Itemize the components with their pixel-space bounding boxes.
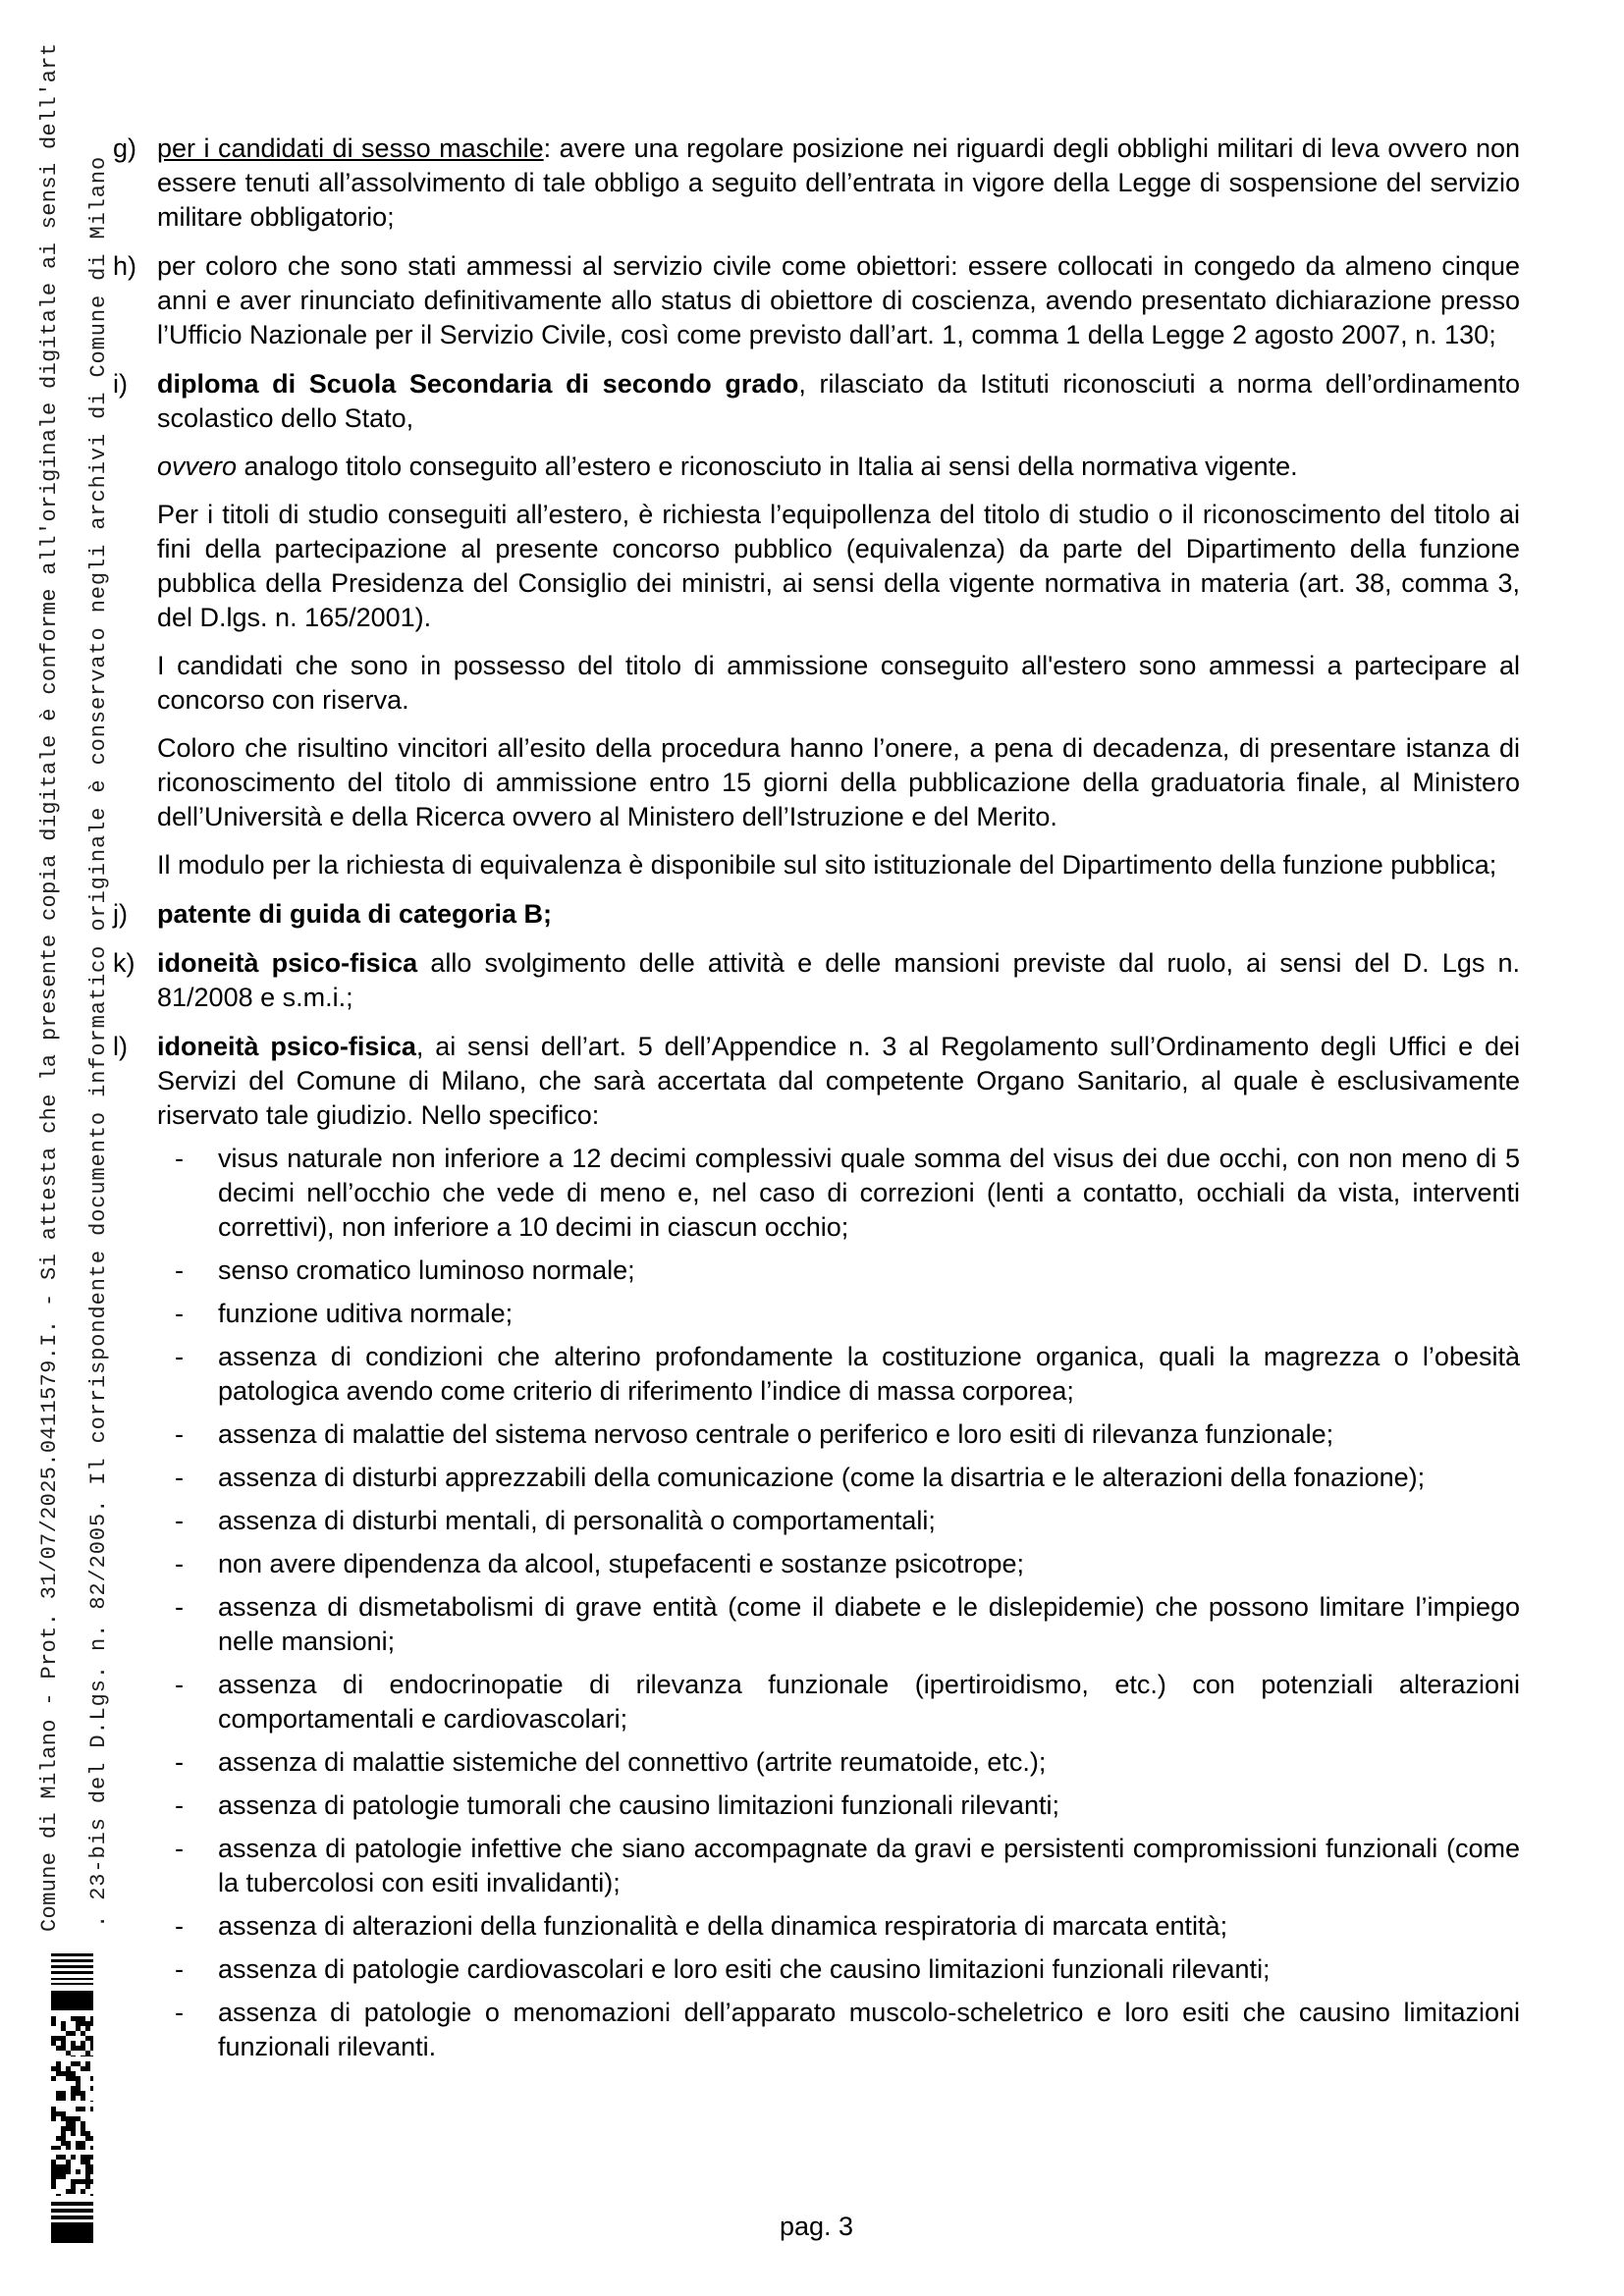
paragraph — [218, 1504, 1520, 1538]
dash-item-16 — [175, 1996, 1520, 2064]
item-text — [218, 1340, 1520, 1409]
item-text — [218, 1142, 1520, 1245]
barcode-stripe — [51, 1965, 93, 1968]
item-marker: - — [175, 1747, 184, 1777]
paragraph — [218, 1996, 1520, 2064]
item-marker: - — [175, 1790, 184, 1820]
dash-item-2 — [175, 1254, 1520, 1288]
text-segment: , rilasciato da Istituti riconosciuti a norma dell’ordinamento scolastico dello Stato, — [157, 369, 1520, 433]
item-text — [157, 897, 1520, 932]
item-marker: k) — [113, 948, 135, 978]
text-segment: assenza di patologie infettive che siano accompagnate da gravi e persistenti compromissioni funzionali (come la tubercolosi con esiti invalidanti); — [218, 1834, 1520, 1897]
barcode-block — [51, 1991, 93, 2010]
text-segment: assenza di malattie sistemiche del connettivo (artrite reumatoide, etc.); — [218, 1747, 1047, 1777]
text-segment: assenza di disturbi mentali, di personalità o comportamentali; — [218, 1506, 936, 1535]
barcode-stripe — [51, 1983, 93, 1985]
dash-item-6 — [175, 1461, 1520, 1495]
text-segment: assenza di malattie del sistema nervoso centrale o periferico e loro esiti di rilevanza funzionale; — [218, 1419, 1334, 1449]
paragraph — [157, 498, 1520, 635]
item-marker: - — [175, 1299, 184, 1328]
dash-item-15 — [175, 1952, 1520, 1987]
lettered-item-i — [113, 367, 1520, 882]
text-segment: Per i titoli di studio conseguiti all’estero, è richiesta l’equipollenza del titolo di studio o il riconoscimento del titolo ai fini della partecipazione al presente concorso pubblico (equivalenza) da parte del Dipartimento della funzione pubblica della Presidenza del Consiglio dei ministri, ai sensi della vigente normativa in materia (art. 38, comma 3, del D.lgs. n. 165/2001). — [157, 500, 1520, 632]
item-marker: - — [175, 1592, 184, 1622]
item-marker: - — [175, 1911, 184, 1941]
lettered-item-j — [113, 897, 1520, 932]
text-segment: allo svolgimento delle attività e delle mansioni previste dal ruolo, ai sensi del D. Lgs n. 81/2008 e s.m.i.; — [157, 948, 1520, 1012]
barcode-matrix — [51, 2016, 93, 2056]
text-segment: funzione uditiva normale; — [218, 1299, 514, 1328]
item-marker: - — [175, 1549, 184, 1578]
text-segment: Il modulo per la richiesta di equivalenza è disponibile sul sito istituzionale del Dipartimento della funzione pubblica; — [157, 850, 1497, 880]
item-marker: - — [175, 1342, 184, 1371]
item-marker: - — [175, 1954, 184, 1984]
paragraph — [218, 1590, 1520, 1659]
item-text — [218, 1590, 1520, 1659]
item-text — [157, 132, 1520, 235]
dash-item-5 — [175, 1417, 1520, 1452]
item-text — [218, 1417, 1520, 1452]
lettered-item-k — [113, 946, 1520, 1015]
text-segment: , ai sensi dell’art. 5 dell’Appendice n. 3 al Regolamento sull’Ordinamento degli Uffici e dei Servizi del Comune di Milano, che sarà accertata dal competente Organo Sanitario, al quale è esclusivamente riservato tale giudizio. Nello specifico: — [157, 1032, 1520, 1130]
item-text — [218, 1789, 1520, 1823]
paragraph — [218, 1952, 1520, 1987]
paragraph — [218, 1789, 1520, 1823]
text-segment-bold: diploma di Scuola Secondaria di secondo grado — [157, 369, 799, 399]
text-segment: senso cromatico luminoso normale; — [218, 1255, 635, 1285]
item-marker: - — [175, 1144, 184, 1173]
item-text — [218, 1952, 1520, 1987]
page-number: pag. 3 — [779, 2212, 854, 2241]
lettered-item-h — [113, 249, 1520, 352]
paragraph — [218, 1142, 1520, 1245]
item-text — [218, 1504, 1520, 1538]
item-marker: g) — [113, 133, 137, 163]
text-segment: assenza di condizioni che alterino profondamente la costituzione organica, quali la magrezza o l’obesità patologica avendo come criterio di riferimento l’indice di massa corporea; — [218, 1342, 1520, 1406]
item-marker: - — [175, 1670, 184, 1699]
text-segment: assenza di alterazioni della funzionalità e della dinamica respiratoria di marcata entità; — [218, 1911, 1228, 1941]
item-text — [218, 1832, 1520, 1900]
text-segment: non avere dipendenza da alcool, stupefacenti e sostanze psicotrope; — [218, 1549, 1025, 1578]
item-marker: - — [175, 1419, 184, 1449]
text-segment: assenza di dismetabolismi di grave entità (come il diabete e le dislepidemie) che possono limitare l’impiego nelle mansioni; — [218, 1592, 1520, 1656]
text-segment: per coloro che sono stati ammessi al servizio civile come obiettori: essere collocati in congedo da almeno cinque anni e aver rinunciato definitivamente allo status di obiettore di coscienza, avendo presentato dichiarazione presso l’Ufficio Nazionale per il Servizio Civile, così come previsto dall’art. 1, comma 1 della Legge 2 agosto 2007, n. 130; — [157, 251, 1520, 349]
item-text — [218, 1461, 1520, 1495]
text-segment: visus naturale non inferiore a 12 decimi complessivi quale somma del visus dei due occhi, con non meno di 5 decimi nell’occhio che vede di meno e, nel caso di correzioni (lenti a contatto, occhiali da vista, interventi correttivi), non inferiore a 10 decimi in ciascun occhio; — [218, 1144, 1520, 1242]
item-text — [157, 1030, 1520, 1133]
text-segment: assenza di patologie tumorali che causino limitazioni funzionali rilevanti; — [218, 1790, 1059, 1820]
item-marker: - — [175, 1255, 184, 1285]
text-segment: assenza di endocrinopatie di rilevanza funzionale (ipertiroidismo, etc.) con potenziali alterazioni comportamentali e cardiovascolari; — [218, 1670, 1520, 1734]
item-text — [218, 1909, 1520, 1944]
paragraph — [157, 649, 1520, 718]
dash-item-7 — [175, 1504, 1520, 1538]
text-segment: I candidati che sono in possesso del titolo di ammissione conseguito all'estero sono ammessi a partecipare al concorso con riserva. — [157, 651, 1520, 715]
barcode — [51, 1953, 93, 2243]
paragraph — [157, 1030, 1520, 1133]
item-text — [218, 1668, 1520, 1736]
paragraph — [218, 1547, 1520, 1581]
item-text — [218, 1297, 1520, 1331]
item-marker: - — [175, 1998, 184, 2027]
item-text — [218, 1745, 1520, 1780]
dash-item-1 — [175, 1142, 1520, 1245]
paragraph — [218, 1745, 1520, 1780]
text-segment: Coloro che risultino vincitori all’esito della procedura hanno l’onere, a pena di decadenza, di presentare istanza di riconoscimento del titolo di ammissione entro 15 giorni della pubblicazione della graduatoria finale, al Ministero dell’Università e della Ricerca ovvero al Ministero dell’Istruzione e del Merito. — [157, 733, 1520, 831]
text-segment-underline: per i candidati di sesso maschile — [157, 133, 544, 163]
paragraph — [218, 1909, 1520, 1944]
dash-item-13 — [175, 1832, 1520, 1900]
text-segment-bold: idoneità psico-fisica — [157, 948, 418, 978]
item-marker: j) — [113, 899, 128, 929]
paragraph — [157, 731, 1520, 834]
text-segment: analogo titolo conseguito all’estero e riconosciuto in Italia ai sensi della normativa vigente. — [237, 452, 1298, 481]
item-marker: - — [175, 1506, 184, 1535]
text-segment: assenza di patologie cardiovascolari e loro esiti che causino limitazioni funzionali rilevanti; — [218, 1954, 1271, 1984]
paragraph — [157, 848, 1520, 882]
paragraph — [218, 1417, 1520, 1452]
attestation-text-outer: Comune di Milano - Prot. 31/07/2025.0411579.I. - Si attesta che la presente copia digitale è conforme all'originale digitale ai sensi dell'art — [37, 42, 62, 1932]
barcode-stripe — [51, 2202, 93, 2206]
item-text — [157, 946, 1520, 1015]
paragraph — [157, 897, 1520, 932]
paragraph — [218, 1340, 1520, 1409]
barcode-stripe — [51, 1959, 93, 1962]
barcode-stripe — [51, 2209, 93, 2213]
item-text — [157, 367, 1520, 882]
attestation-text-inner: . 23-bis del D.Lgs. n. 82/2005. Il corrispondente documento informatico originale è conservato negli archivi di Comune di Milano — [86, 155, 111, 1928]
barcode-matrix — [51, 2061, 93, 2102]
item-marker: l) — [113, 1032, 128, 1061]
item-text — [157, 249, 1520, 352]
dash-item-9 — [175, 1590, 1520, 1659]
dash-item-12 — [175, 1789, 1520, 1823]
item-marker: - — [175, 1463, 184, 1492]
barcode-stripe — [51, 1971, 93, 1974]
dash-item-10 — [175, 1668, 1520, 1736]
text-segment: assenza di disturbi apprezzabili della comunicazione (come la disartria e le alterazioni della fonazione); — [218, 1463, 1426, 1492]
barcode-block — [51, 2222, 93, 2243]
item-text — [218, 1254, 1520, 1288]
barcode-stripe — [51, 2216, 93, 2219]
paragraph — [218, 1668, 1520, 1736]
paragraph — [157, 946, 1520, 1015]
text-segment: : avere una regolare posizione nei riguardi degli obblighi militari di leva ovvero non essere tenuti all’assolvimento di tale obbligo a seguito dell’entrata in vigore della Legge di sospensione del servizio militare obbligatorio; — [157, 133, 1520, 232]
paragraph — [157, 450, 1520, 484]
paragraph — [157, 367, 1520, 436]
document-body — [113, 132, 1520, 2064]
text-segment-bold: patente di guida di categoria B; — [157, 899, 553, 929]
lettered-item-g — [113, 132, 1520, 235]
item-marker: i) — [113, 369, 128, 399]
paragraph — [218, 1254, 1520, 1288]
barcode-matrix — [51, 2107, 93, 2150]
dash-item-8 — [175, 1547, 1520, 1581]
dash-item-11 — [175, 1745, 1520, 1780]
item-text — [218, 1996, 1520, 2064]
dash-item-3 — [175, 1297, 1520, 1331]
paragraph — [218, 1297, 1520, 1331]
text-segment: assenza di patologie o menomazioni dell’apparato muscolo-scheletrico e loro esiti che causino limitazioni funzionali rilevanti. — [218, 1998, 1520, 2061]
item-marker: - — [175, 1834, 184, 1863]
lettered-item-l — [113, 1030, 1520, 1133]
barcode-stripe — [51, 1953, 93, 1956]
text-segment-italic: ovvero — [157, 452, 238, 481]
dash-item-14 — [175, 1909, 1520, 1944]
item-marker: h) — [113, 251, 137, 281]
paragraph — [218, 1832, 1520, 1900]
dash-item-4 — [175, 1340, 1520, 1409]
barcode-stripe — [51, 1978, 93, 1980]
item-text — [218, 1547, 1520, 1581]
text-segment-bold: idoneità psico-fisica — [157, 1032, 416, 1061]
paragraph — [218, 1461, 1520, 1495]
paragraph — [157, 249, 1520, 352]
paragraph — [157, 132, 1520, 235]
barcode-matrix — [51, 2155, 93, 2196]
